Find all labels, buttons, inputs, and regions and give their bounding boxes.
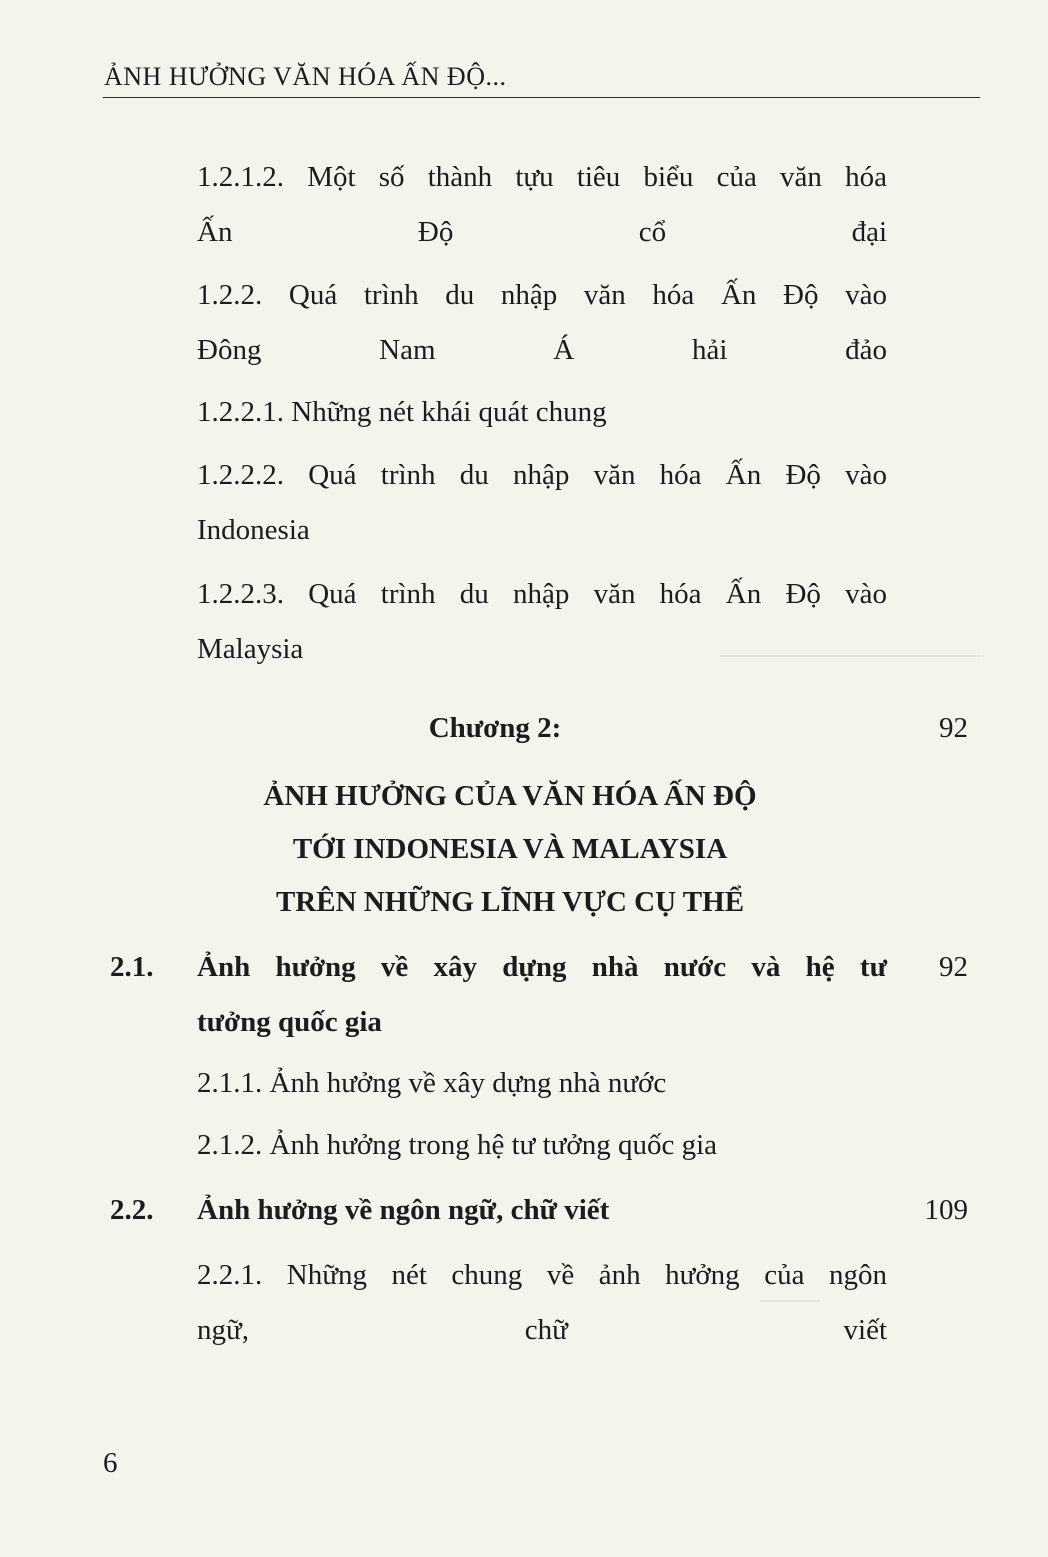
toc-entry-text	[197, 150, 887, 260]
chapter-label: Chương 2:	[428, 712, 562, 744]
toc-entry-line: 1.2.1.2. Một số thành tựu tiêu biểu của văn hóa	[197, 161, 887, 193]
toc-entry-text	[197, 1056, 887, 1111]
section-code: 2.1.	[110, 951, 154, 983]
page-number: 6	[103, 1447, 118, 1479]
section-code: 2.2.	[110, 1194, 154, 1226]
toc-entry-text	[197, 567, 887, 677]
toc-entry-line: Malaysia	[197, 633, 304, 665]
toc-entry-text	[197, 940, 887, 1050]
toc-entry-line: 1.2.2. Quá trình du nhập văn hóa Ấn Độ vào	[197, 279, 887, 311]
toc-entry-line: tưởng quốc gia	[197, 1006, 382, 1038]
toc-page-number: 92	[939, 951, 968, 983]
chapter-title-line: TRÊN NHỮNG LĨNH VỰC CỤ THỂ	[275, 886, 745, 918]
toc-entry-line: 1.2.2.1. Những nét khái quát chung	[197, 396, 607, 428]
toc-entry-line: 1.2.2.2. Quá trình du nhập văn hóa Ấn Độ vào	[197, 459, 887, 491]
toc-entry-text	[197, 268, 887, 378]
toc-entry-line: Indonesia	[197, 514, 310, 546]
toc-entry-text	[197, 1118, 887, 1173]
header-rule	[103, 97, 980, 98]
toc-entry-text	[197, 385, 887, 440]
toc-entry-text	[197, 1248, 887, 1358]
toc-entry-line: 2.2.1. Những nét chung về ảnh hưởng của ngôn	[197, 1259, 887, 1291]
toc-entry-line: 2.1.2. Ảnh hưởng trong hệ tư tưởng quốc gia	[197, 1129, 718, 1161]
toc-entry-text	[197, 448, 887, 558]
toc-entry-line: Ấn Độ cổ đại	[197, 216, 887, 248]
chapter-title-line: ẢNH HƯỞNG CỦA VĂN HÓA ẤN ĐỘ	[263, 780, 757, 812]
toc-entry-line: Ảnh hưởng về xây dựng nhà nước và hệ tư	[197, 951, 887, 983]
running-header: ẢNH HƯỞNG VĂN HÓA ẤN ĐỘ...	[104, 62, 507, 91]
toc-entry-line: Đông Nam Á hải đảo	[197, 334, 887, 366]
toc-page-number: 109	[924, 1194, 968, 1226]
toc-entry-line: 1.2.2.3. Quá trình du nhập văn hóa Ấn Độ vào	[197, 578, 887, 610]
toc-entry-text: Ảnh hưởng về ngôn ngữ, chữ viết	[197, 1194, 610, 1226]
toc-entry-line: ngữ, chữ viết	[197, 1314, 887, 1346]
toc-entry-line: 2.1.1. Ảnh hưởng về xây dựng nhà nước	[197, 1067, 667, 1099]
chapter-title-line: TỚI INDONESIA VÀ MALAYSIA	[292, 833, 728, 865]
toc-page-number: 92	[939, 712, 968, 744]
